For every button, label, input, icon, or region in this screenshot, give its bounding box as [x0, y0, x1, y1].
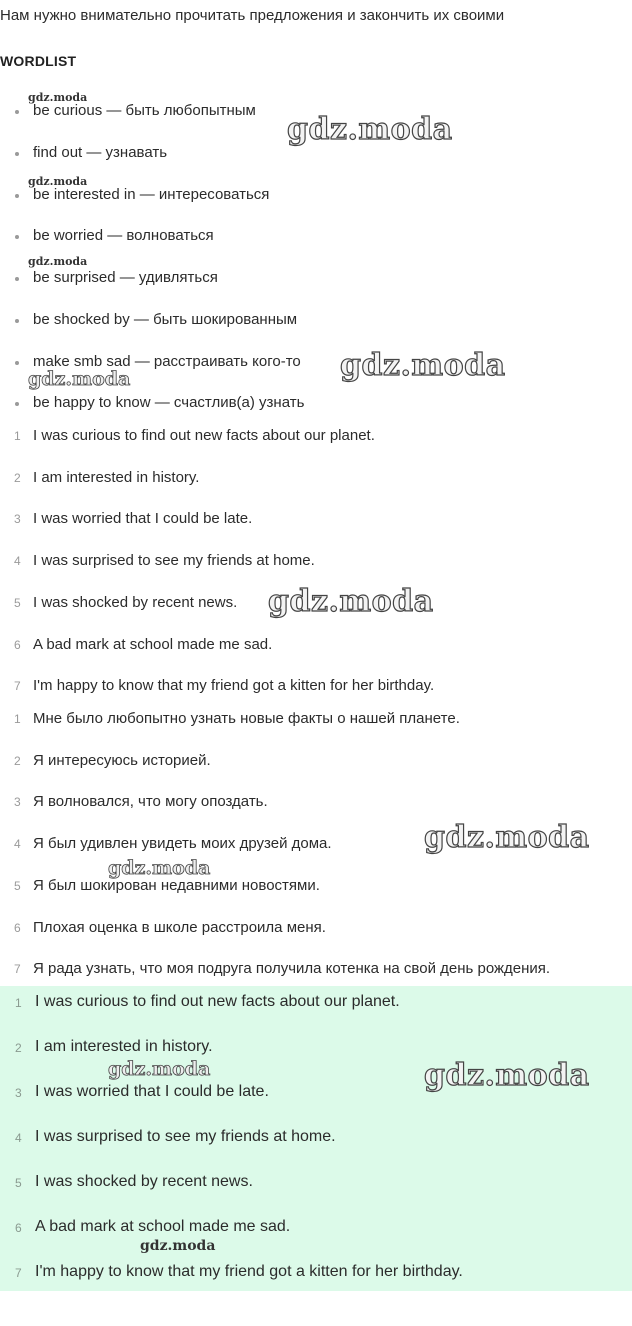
list-item [0, 426, 632, 448]
item-number: 3 [14, 795, 21, 809]
list-item [0, 468, 632, 490]
list-item [0, 1262, 632, 1286]
item-number: 4 [14, 837, 21, 851]
sentence-text: Я был шокирован недавними новостями. [33, 877, 320, 894]
sentence-text: I was curious to find out new facts about our planet. [33, 427, 375, 444]
list-item [0, 709, 632, 731]
list-item [0, 1217, 632, 1241]
wordlist-item-text: be surprised — удивляться [33, 269, 218, 286]
list-item [0, 226, 632, 248]
wordlist-heading: WORDLIST [0, 53, 77, 69]
watermark: gdz.moda [424, 820, 590, 855]
bullet-icon [15, 319, 19, 323]
watermark: gdz.moda [140, 1238, 216, 1254]
list-item [0, 792, 632, 814]
list-item [0, 676, 632, 698]
item-number: 7 [15, 1266, 22, 1280]
sentence-text: I was shocked by recent news. [33, 594, 238, 611]
item-number: 1 [14, 429, 21, 443]
list-item [0, 751, 632, 773]
watermark: gdz.moda [28, 368, 131, 390]
list-item [0, 185, 632, 207]
watermark: gdz.moda [424, 1058, 590, 1093]
watermark: gdz.moda [28, 255, 88, 268]
wordlist-item-text: be shocked by — быть шокированным [33, 311, 298, 328]
item-number: 2 [14, 471, 21, 485]
list-item [0, 876, 632, 898]
item-number: 5 [14, 596, 21, 610]
list-item [0, 509, 632, 531]
wordlist-item-text: be curious — быть любопытным [33, 102, 256, 119]
list-item [0, 268, 632, 290]
bullet-icon [15, 402, 19, 406]
sentence-text: I was worried that I could be late. [33, 510, 253, 527]
item-number: 3 [15, 1086, 22, 1100]
item-number: 3 [14, 512, 21, 526]
answer-text: I was worried that I could be late. [35, 1083, 269, 1100]
answer-text: I was surprised to see my friends at home. [35, 1128, 336, 1145]
list-item [0, 393, 632, 415]
item-number: 1 [14, 712, 21, 726]
sentence-text: Я был удивлен увидеть моих друзей дома. [33, 835, 332, 852]
item-number: 6 [14, 921, 21, 935]
answer-text: I'm happy to know that my friend got a kitten for her birthday. [35, 1263, 463, 1280]
item-number: 7 [14, 962, 21, 976]
item-number: 2 [15, 1041, 22, 1055]
sentence-text: I'm happy to know that my friend got a kitten for her birthday. [33, 677, 435, 694]
sentence-text: Плохая оценка в школе расстроила меня. [33, 919, 326, 936]
list-item [0, 1172, 632, 1196]
wordlist-item-text: make smb sad — расстраивать кого-то [33, 353, 301, 370]
sentence-text: I was surprised to see my friends at home. [33, 552, 315, 569]
list-item [0, 635, 632, 657]
watermark: gdz.moda [108, 857, 211, 879]
list-item [0, 1127, 632, 1151]
list-item [0, 992, 632, 1016]
sentence-text: A bad mark at school made me sad. [33, 636, 273, 653]
sentence-text: I am interested in history. [33, 469, 200, 486]
item-number: 4 [15, 1131, 22, 1145]
list-item [0, 918, 632, 940]
item-number: 4 [14, 554, 21, 568]
list-item [0, 310, 632, 332]
watermark: gdz.moda [287, 112, 453, 147]
sentence-text: Я волновался, что могу опоздать. [33, 793, 268, 810]
sentence-text: Я рада узнать, что моя подруга получила котенка на свой день рождения. [33, 960, 551, 977]
item-number: 5 [14, 879, 21, 893]
watermark: gdz.moda [28, 91, 88, 104]
intro-text: Нам нужно внимательно прочитать предложения и закончить их своими [0, 7, 505, 24]
bullet-icon [15, 152, 19, 156]
item-number: 1 [15, 996, 22, 1010]
wordlist-item-text: find out — узнавать [33, 144, 168, 161]
item-number: 2 [14, 754, 21, 768]
sentence-text: Я интересуюсь историей. [33, 752, 211, 769]
wordlist-item-text: be worried — волноваться [33, 227, 214, 244]
watermark: gdz.moda [268, 584, 434, 619]
watermark: gdz.moda [108, 1058, 211, 1080]
watermark: gdz.moda [28, 175, 88, 188]
list-item [0, 551, 632, 573]
bullet-icon [15, 361, 19, 365]
answer-text: I am interested in history. [35, 1038, 213, 1055]
list-item [0, 959, 632, 981]
answer-text: I was shocked by recent news. [35, 1173, 253, 1190]
bullet-icon [15, 235, 19, 239]
answers-block [0, 986, 632, 1291]
bullet-icon [15, 277, 19, 281]
wordlist-item-text: be happy to know — счастлив(а) узнать [33, 394, 305, 411]
answer-text: I was curious to find out new facts about our planet. [35, 993, 400, 1010]
item-number: 6 [14, 638, 21, 652]
watermark: gdz.moda [340, 348, 506, 383]
bullet-icon [15, 194, 19, 198]
bullet-icon [15, 110, 19, 114]
sentence-text: Мне было любопытно узнать новые факты о нашей планете. [33, 710, 460, 727]
answer-text: A bad mark at school made me sad. [35, 1218, 291, 1235]
item-number: 6 [15, 1221, 22, 1235]
wordlist-item-text: be interested in — интересоваться [33, 186, 270, 203]
item-number: 7 [14, 679, 21, 693]
item-number: 5 [15, 1176, 22, 1190]
